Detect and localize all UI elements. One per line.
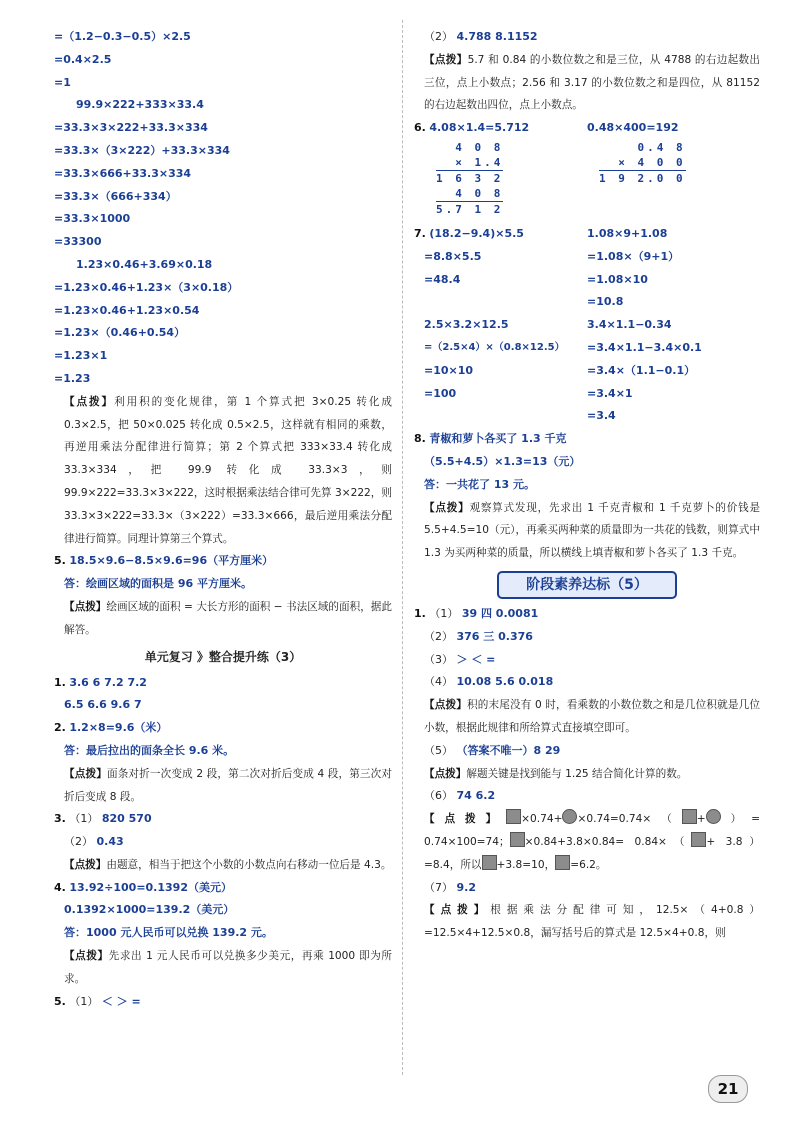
calc-line: =1.23×1 bbox=[54, 349, 108, 363]
hint-paragraph bbox=[54, 945, 392, 991]
square-symbol-icon bbox=[555, 855, 570, 870]
square-symbol-icon bbox=[506, 809, 521, 824]
question-5 bbox=[54, 550, 392, 573]
answer-line: 4.08×1.4=5.712 bbox=[429, 121, 530, 135]
question-5 bbox=[54, 991, 392, 1014]
calc-line: =1.23×0.46+1.23×（3×0.18） bbox=[54, 280, 239, 294]
hint-text: ×0.74+ bbox=[521, 813, 563, 826]
right-column bbox=[414, 26, 760, 945]
calc-line: 1.23×0.46+3.69×0.18 bbox=[76, 257, 213, 271]
question-number: 4. bbox=[54, 880, 66, 894]
page-number: 21 bbox=[708, 1075, 748, 1103]
question-number: 3. bbox=[54, 812, 66, 826]
question-number: 5. bbox=[54, 554, 66, 568]
calc-line: =33.3×3×222+33.3×334 bbox=[54, 121, 208, 135]
calc-row: 4 0 8 bbox=[455, 140, 504, 154]
circle-symbol-icon bbox=[562, 809, 577, 824]
hint-tag: 【点拨】 bbox=[64, 395, 115, 408]
calc-line: =33300 bbox=[54, 235, 102, 249]
hint-text: =6.2。 bbox=[570, 858, 607, 871]
hint-text: 5.7 和 0.84 的小数位数之和是三位，从 4788 的右边起数出三位，点上小数点；2.56 和 3.17 的小数位数之和是四位，从 81152 的右边起数出四位，点上小数点。 bbox=[424, 53, 760, 112]
part-row bbox=[414, 626, 760, 649]
hint-paragraph bbox=[414, 497, 760, 565]
answer-line: ＞ ＜ = bbox=[456, 652, 496, 666]
square-symbol-icon bbox=[682, 809, 697, 824]
answer-line: 74 6.2 bbox=[456, 789, 496, 803]
hint-text: 面条对折一次变成 2 段，第二次对折后变成 4 段，第三次对折后变成 8 段。 bbox=[64, 767, 393, 803]
question-1 bbox=[414, 603, 760, 626]
answer-line: 答：一共花了 13 元。 bbox=[424, 477, 535, 491]
calc-line: =10.8 bbox=[587, 295, 624, 309]
section-badge: 阶段素养达标（5） bbox=[497, 571, 677, 599]
hint-text: 绘画区域的面积 = 大长方形的面积 − 书法区域的面积，据此解答。 bbox=[64, 600, 392, 636]
part-label: （6） bbox=[424, 789, 453, 803]
question-number: 6. bbox=[414, 121, 426, 135]
question-number: 7. bbox=[414, 226, 426, 240]
hint-tag: 【点拨】 bbox=[64, 600, 107, 613]
calc-line: =1.23×0.46+1.23×0.54 bbox=[54, 303, 200, 317]
answer-line: 0.43 bbox=[96, 835, 124, 849]
answer-line: 青椒和萝卜各买了 1.3 千克 bbox=[429, 432, 567, 446]
answer-line: （答案不唯一）8 29 bbox=[456, 743, 561, 757]
hint-paragraph bbox=[414, 49, 760, 117]
question-2 bbox=[54, 717, 392, 740]
part-row bbox=[414, 671, 760, 694]
question-3-part-2 bbox=[54, 831, 392, 854]
part-row bbox=[414, 740, 760, 763]
part-row bbox=[414, 649, 760, 672]
answer-line: 39 四 0.0081 bbox=[461, 606, 539, 620]
calc-row: 1 9 2.0 0 bbox=[599, 171, 686, 185]
vertical-calculation bbox=[599, 140, 686, 186]
section-title: 单元复习 》整合提升练（3） bbox=[144, 649, 302, 664]
hint-tag: 【点拨】 bbox=[64, 858, 107, 871]
calc-line: =3.4×1.1−3.4×0.1 bbox=[587, 340, 702, 354]
calc-line: =8.8×5.5 bbox=[424, 249, 482, 263]
answer-line: （5.5+4.5）×1.3=13（元） bbox=[424, 454, 581, 468]
answer-line: 6.5 6.6 9.6 7 bbox=[64, 698, 142, 712]
calc-line: =33.3×666+33.3×334 bbox=[54, 166, 192, 180]
hint-text: 0.74×100=74； bbox=[424, 835, 510, 848]
calc-line: =1.08×（9+1） bbox=[587, 249, 680, 263]
answer-line: 答：1000 元人民币可以兑换 139.2 元。 bbox=[64, 926, 273, 940]
answer-line: 3.6 6 7.2 7.2 bbox=[69, 675, 147, 689]
hint-paragraph bbox=[414, 899, 760, 945]
answer-line: 答：最后拉出的面条全长 9.6 米。 bbox=[64, 743, 235, 757]
part-label: （7） bbox=[424, 880, 453, 894]
calc-line: 3.4×1.1−0.34 bbox=[587, 318, 672, 332]
answer-line: 13.92÷100=0.1392（美元） bbox=[69, 880, 232, 894]
square-symbol-icon bbox=[691, 832, 706, 847]
calc-line: 2.5×3.2×12.5 bbox=[424, 318, 509, 332]
hint-text: ）= bbox=[720, 813, 760, 826]
answer-line: 9.2 bbox=[456, 880, 476, 894]
answer-line: 10.08 5.6 0.018 bbox=[456, 675, 554, 689]
calc-line: =（1.2−0.3−0.5）×2.5 bbox=[54, 30, 191, 43]
hint-tag: 【点拨】 bbox=[424, 53, 468, 66]
hint-paragraph bbox=[54, 763, 392, 809]
calc-line: =48.4 bbox=[424, 272, 461, 286]
answer-line: ＜ ＞ = bbox=[101, 994, 141, 1008]
calc-line: =33.3×（3×222）+33.3×334 bbox=[54, 143, 230, 157]
answer-line: 1.2×8=9.6（米） bbox=[69, 721, 168, 735]
hint-text: 根据乘法分配律可知，12.5×（4+0.8）=12.5×4+12.5×0.8，漏写括号后的算式是 12.5×4+0.8，则 bbox=[424, 904, 760, 940]
hint-tag: 【点拨】 bbox=[424, 501, 470, 514]
question-8 bbox=[414, 428, 760, 451]
question-6 bbox=[414, 117, 760, 217]
hint-paragraph bbox=[54, 391, 392, 551]
calc-line: 99.9×222+333×33.4 bbox=[76, 98, 204, 112]
hint-tag: 【点拨】 bbox=[64, 950, 109, 963]
hint-tag: 【点拨】 bbox=[424, 904, 491, 917]
calc-line: =3.4×1 bbox=[587, 386, 633, 400]
answer-line: 答：绘画区域的面积是 96 平方厘米。 bbox=[64, 577, 252, 591]
part-label: （1） bbox=[429, 606, 459, 620]
calc-row: 5.7 1 2 bbox=[436, 202, 504, 216]
question-1 bbox=[54, 672, 392, 695]
calc-line: =33.3×1000 bbox=[54, 212, 131, 226]
calc-row: 1 6 3 2 bbox=[436, 171, 504, 185]
calc-line: =1.08×10 bbox=[587, 272, 648, 286]
hint-text: 积的末尾没有 0 时，看乘数的小数位数之和是几位积就是几位小数，根据此规律和所给算式直接填空即可。 bbox=[424, 699, 760, 734]
part-row bbox=[414, 877, 760, 900]
hint-text: +3.8=10， bbox=[496, 858, 556, 871]
part-label: （2） bbox=[424, 30, 453, 43]
question-number: 5. bbox=[54, 994, 66, 1008]
calc-line: =3.4×（1.1−0.1） bbox=[587, 363, 696, 377]
column-divider bbox=[402, 20, 403, 1075]
calc-row: × 1.4 bbox=[455, 155, 504, 169]
part-label: （3） bbox=[424, 652, 453, 666]
calc-row: × 4 0 0 bbox=[618, 155, 686, 169]
hint-paragraph bbox=[54, 596, 392, 642]
hint-paragraph bbox=[54, 854, 392, 877]
calc-line: 1.08×9+1.08 bbox=[587, 226, 668, 240]
calc-line: (18.2−9.4)×5.5 bbox=[429, 226, 524, 240]
part-label: （2） bbox=[424, 629, 453, 643]
calc-line: =1.23 bbox=[54, 371, 91, 385]
answer-line: 0.1392×1000=139.2（美元） bbox=[64, 903, 235, 917]
hint-text: 解题关键是找到能与 1.25 结合简化计算的数。 bbox=[466, 767, 688, 780]
question-number: 1. bbox=[54, 675, 66, 689]
question-3 bbox=[54, 808, 392, 831]
hint-text: 3.8）=8.4，所以 bbox=[424, 835, 760, 871]
question-4 bbox=[54, 877, 392, 900]
calc-row: 0.4 8 bbox=[637, 140, 686, 154]
calc-line: =（2.5×4）×（0.8×12.5） bbox=[424, 341, 565, 353]
circle-symbol-icon bbox=[706, 809, 721, 824]
calc-row: 4 0 8 bbox=[455, 186, 504, 200]
calc-line: =100 bbox=[424, 386, 457, 400]
hint-text: 利用积的变化规律，第 1 个算式把 3×0.25 转化成 0.3×2.5，把 50×0.025 转化成 0.5×2.5，这样就有相同的乘数，再逆用乘法分配律进行简算；第 2 个算式把 333×33.4 转化成 33.3×334，把 99.9 转化成 33.3×3，则 99.9×222=33.3×3×222，这时根据乘法结合律可先算 3×222，则 33.3×3×222=33.3×（3×222）=33.3×666，最后逆用乘法分配律进行简算。同理计算第三个算式。 bbox=[64, 395, 392, 545]
hint-text: 观察算式发现，先求出 1 千克青椒和 1 千克萝卜的价钱是 5.5+4.5=10（元），再乘买两种菜的质量即为一共花的钱数，则算式中 1.3 为买两种菜的质量，所以横线上填青椒和萝卜各买了 1.3 千克。 bbox=[424, 501, 761, 560]
q7-first-line bbox=[414, 223, 587, 246]
hint-paragraph bbox=[414, 694, 760, 740]
square-symbol-icon bbox=[510, 832, 525, 847]
calc-line: =0.4×2.5 bbox=[54, 52, 112, 66]
question-number: 1. bbox=[414, 606, 426, 620]
answer-line: 4.788 8.1152 bbox=[456, 30, 538, 43]
hint-text: 先求出 1 元人民币可以兑换多少美元，再乘 1000 即为所求。 bbox=[64, 950, 393, 985]
calc-line: =33.3×（666+334） bbox=[54, 189, 177, 203]
hint-tag: 【点拨】 bbox=[424, 767, 467, 780]
hint-tag: 【点拨】 bbox=[424, 699, 467, 712]
question-number: 2. bbox=[54, 721, 66, 735]
answer-line: 0.48×400=192 bbox=[587, 121, 679, 135]
answer-line: 18.5×9.6−8.5×9.6=96（平方厘米） bbox=[69, 554, 274, 568]
hint-tag: 【点拨】 bbox=[64, 767, 107, 780]
hint-text: ×0.84+3.8×0.84= 0.84×（ bbox=[524, 835, 692, 848]
calc-line: =10×10 bbox=[424, 363, 474, 377]
part-label: （2） bbox=[64, 835, 93, 849]
vertical-calculation bbox=[436, 140, 503, 217]
left-column bbox=[54, 26, 392, 1013]
question-7-top bbox=[414, 223, 760, 314]
part-row bbox=[414, 785, 760, 808]
hint-paragraph bbox=[414, 763, 760, 786]
hint-tag: 【点拨】 bbox=[424, 813, 507, 826]
hint-text: 由题意，相当于把这个小数的小数点向右移动一位后是 4.3。 bbox=[106, 858, 392, 871]
part-label: （5） bbox=[424, 743, 453, 757]
q6-title-a bbox=[414, 117, 587, 140]
part-label: （4） bbox=[424, 675, 453, 689]
hint-text: + bbox=[696, 813, 706, 826]
hint-text: + bbox=[706, 835, 716, 848]
part-label: （1） bbox=[69, 994, 99, 1008]
square-symbol-icon bbox=[482, 855, 497, 870]
part-2 bbox=[414, 26, 760, 49]
hint-text: ×0.74=0.74×（ bbox=[577, 813, 682, 826]
hint-paragraph bbox=[414, 808, 760, 876]
answer-line: 376 三 0.376 bbox=[456, 629, 533, 643]
calc-line: =1.23×（0.46+0.54） bbox=[54, 326, 186, 340]
calc-line: =3.4 bbox=[587, 409, 616, 423]
answer-line: 820 570 bbox=[101, 812, 152, 826]
question-number: 8. bbox=[414, 432, 426, 446]
question-7-bottom bbox=[414, 314, 760, 428]
part-label: （1） bbox=[69, 812, 99, 826]
calc-line: =1 bbox=[54, 75, 71, 89]
